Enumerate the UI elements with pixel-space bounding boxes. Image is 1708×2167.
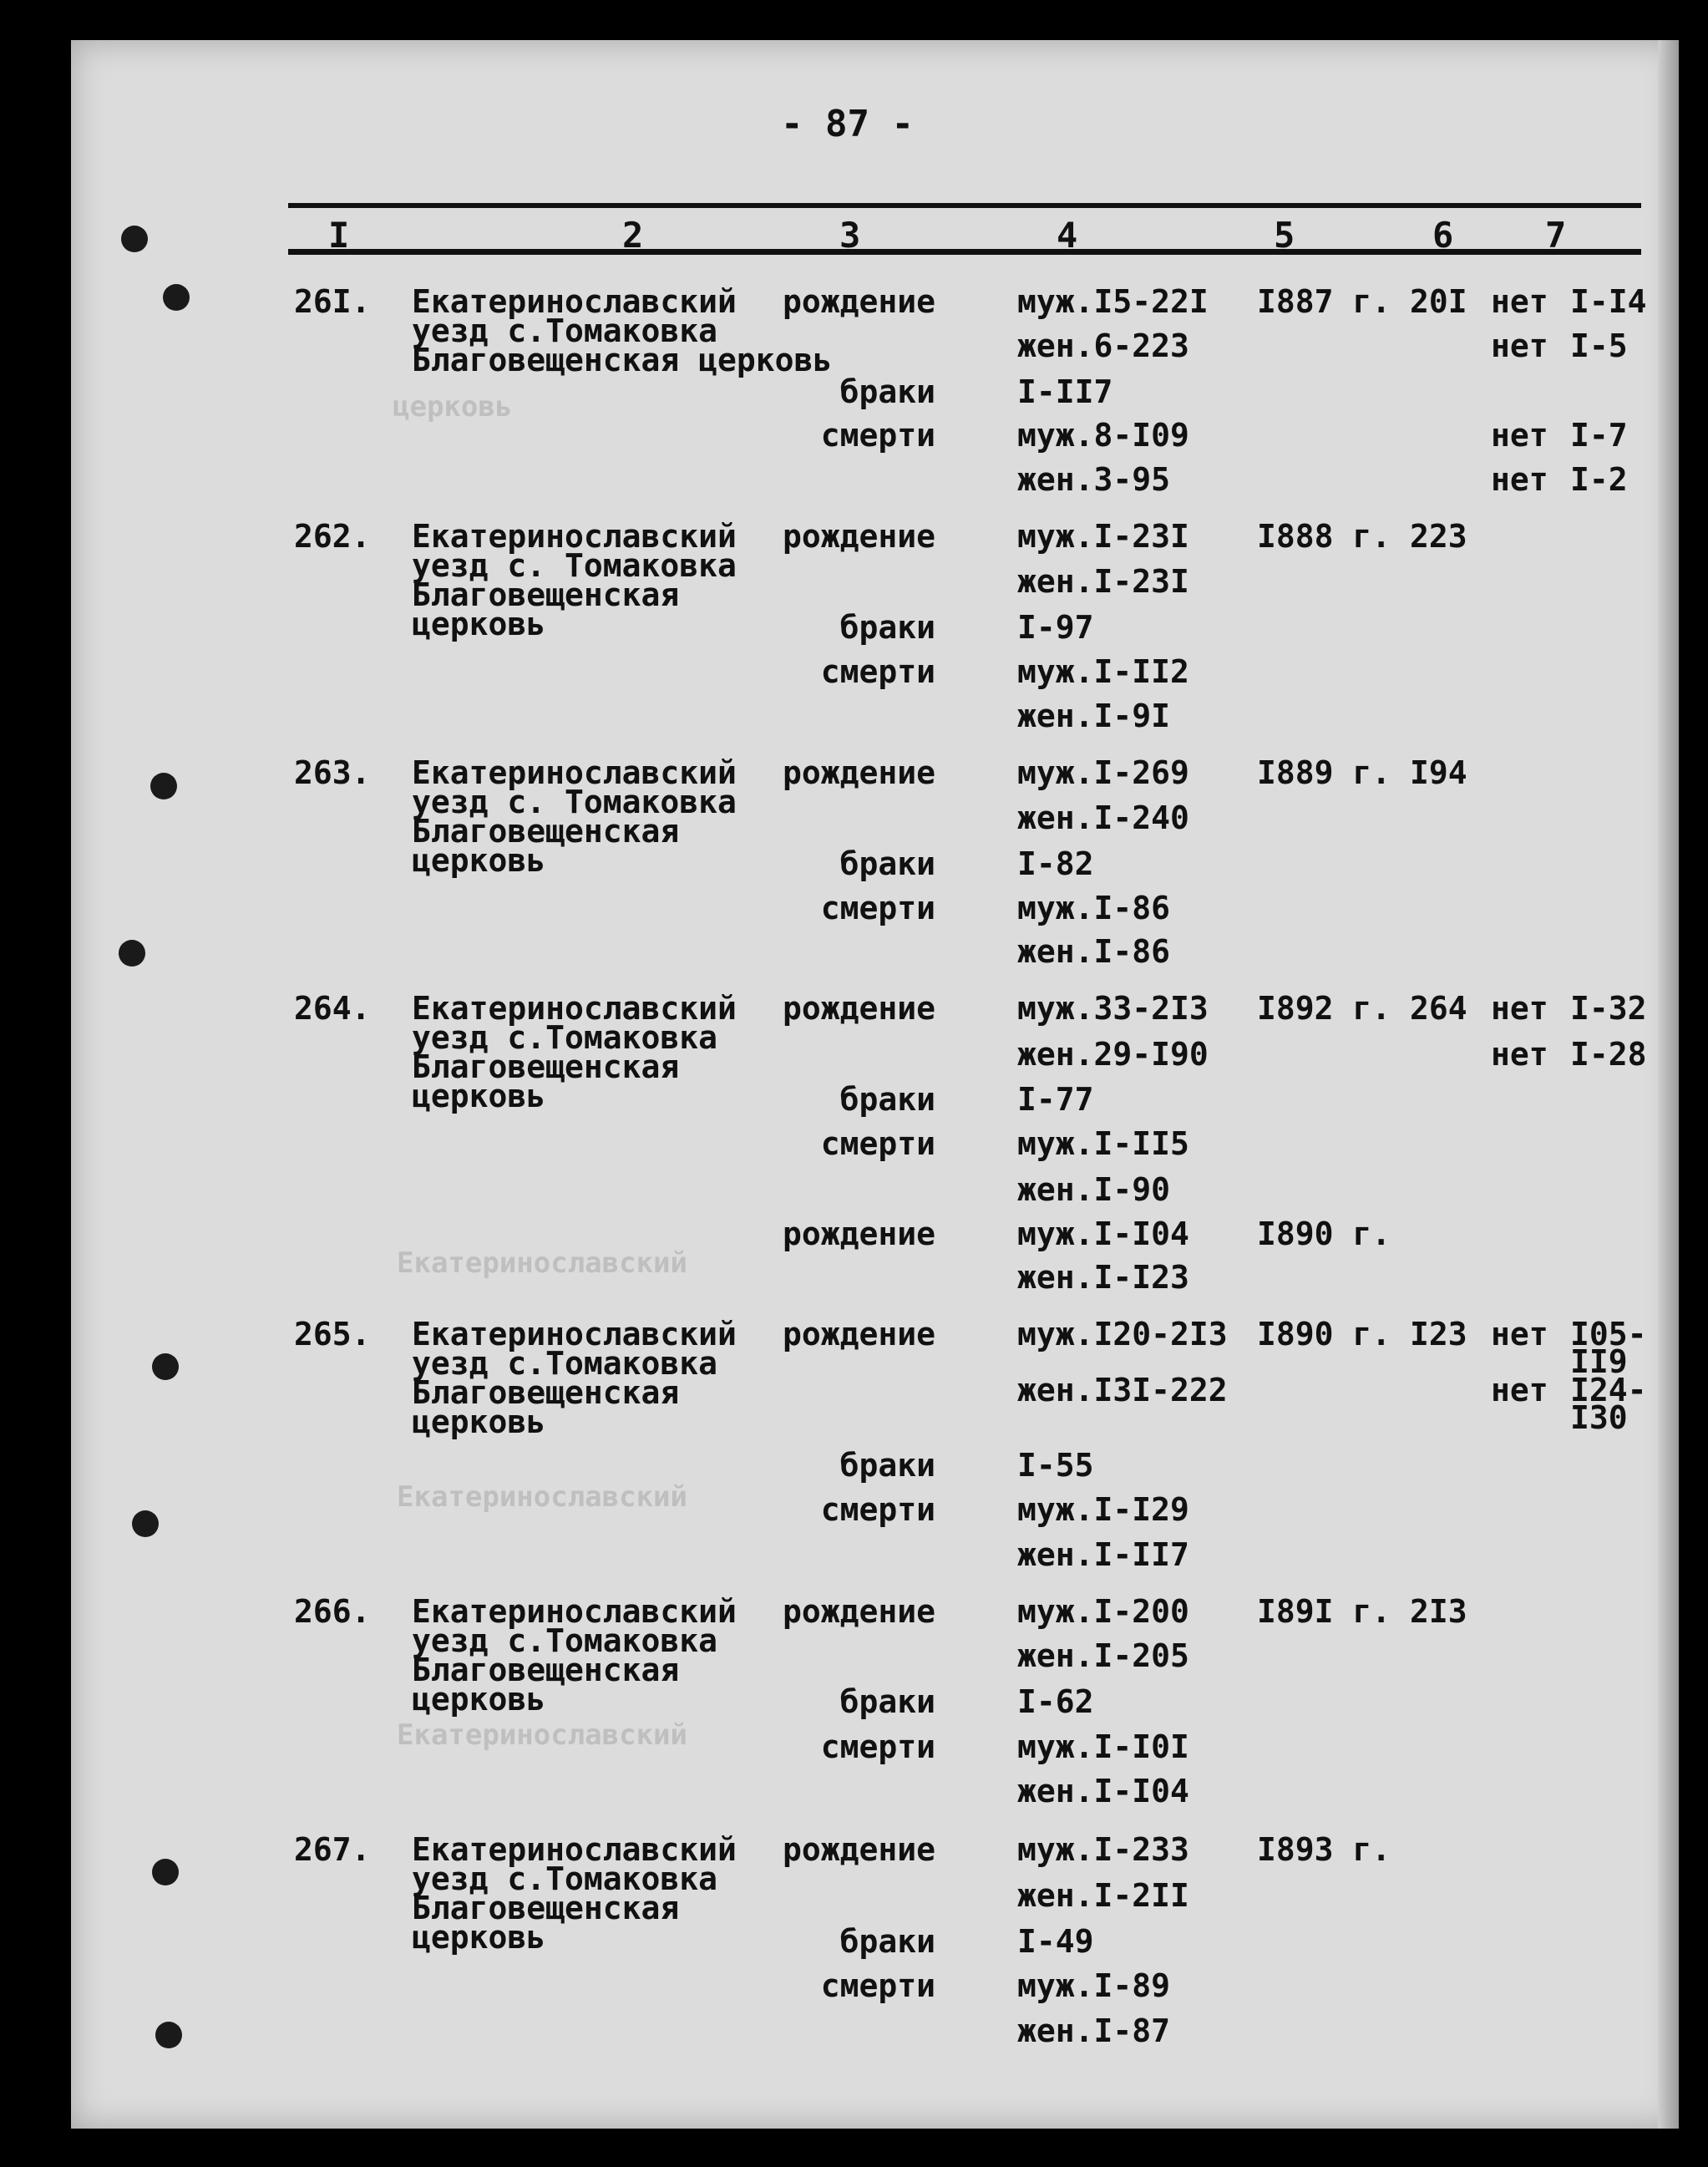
record-value: муж.I-II2 (1017, 653, 1189, 690)
record-type: смерти (820, 1491, 935, 1528)
record-place-line: уезд с. Томаковка (412, 547, 737, 584)
record-year: I890 г. (1257, 1316, 1391, 1352)
page-number: - 87 - (781, 103, 914, 145)
record-number: 263. (294, 754, 371, 791)
record-type: рождение (782, 283, 935, 320)
record-value: муж.I-I0I (1017, 1728, 1189, 1765)
binder-hole (132, 1510, 159, 1537)
record-status: нет (1491, 461, 1548, 498)
record-value: жен.I-2II (1017, 1877, 1189, 1914)
record-value: жен.3-95 (1017, 461, 1171, 498)
record-range-cont: I30 (1570, 1399, 1628, 1436)
record-range: I-32 (1570, 990, 1647, 1027)
record-range: I-28 (1570, 1036, 1647, 1073)
record-value: муж.I-I04 (1017, 1215, 1189, 1252)
record-number: 262. (294, 518, 371, 555)
record-place-line: уезд с. Томаковка (412, 784, 737, 820)
record-value: муж.I-II5 (1017, 1125, 1189, 1162)
record-value: жен.I-I23 (1017, 1259, 1189, 1296)
record-value: жен.6-223 (1017, 327, 1189, 364)
record-value: I-77 (1017, 1081, 1094, 1118)
record-value: I-97 (1017, 609, 1094, 646)
record-count: 223 (1410, 518, 1467, 555)
record-number: 26I. (294, 283, 371, 320)
record-value: I-55 (1017, 1447, 1094, 1484)
record-value: муж.I5-22I (1017, 283, 1209, 320)
record-count: I94 (1410, 754, 1467, 791)
record-year: I893 г. (1257, 1831, 1391, 1868)
record-value: муж.I-86 (1017, 890, 1171, 926)
record-value: жен.I-205 (1017, 1637, 1189, 1674)
record-value: муж.I-I29 (1017, 1491, 1189, 1528)
bleed-through-text: церковь (393, 390, 513, 424)
record-number: 267. (294, 1831, 371, 1868)
record-place-line: Благовещенская (412, 1374, 680, 1411)
record-place-line: Екатеринославский (412, 1593, 737, 1630)
record-place-line: Благовещенская (412, 1652, 680, 1688)
record-type: смерти (820, 1728, 935, 1765)
record-type: браки (839, 1683, 935, 1720)
record-place-line: Екатеринославский (412, 754, 737, 791)
record-range: I05- (1570, 1316, 1647, 1352)
record-place-line: уезд с.Томаковка (412, 1019, 718, 1056)
record-value: жен.I-87 (1017, 2012, 1171, 2049)
record-value: жен.I-23I (1017, 563, 1189, 600)
col-header-6: 6 (1432, 215, 1454, 256)
record-type: рождение (782, 990, 935, 1027)
record-number: 266. (294, 1593, 371, 1630)
record-place-line: церковь (412, 1681, 546, 1718)
record-status: нет (1491, 327, 1548, 364)
record-status: нет (1491, 990, 1548, 1027)
record-place-line: Екатеринославский (412, 518, 737, 555)
record-place-line: уезд с.Томаковка (412, 1860, 718, 1897)
binder-hole (163, 284, 190, 311)
record-year: I89I г. (1257, 1593, 1391, 1630)
record-type: смерти (820, 890, 935, 926)
record-value: муж.I-89 (1017, 1967, 1171, 2004)
record-value: жен.I-90 (1017, 1171, 1171, 1208)
record-type: смерти (820, 417, 935, 454)
record-value: муж.33-2I3 (1017, 990, 1209, 1027)
record-status: нет (1491, 283, 1548, 320)
record-type: браки (839, 845, 935, 882)
record-place-line: церковь (412, 1403, 546, 1440)
record-place-line: церковь (412, 842, 546, 879)
binder-hole (150, 773, 177, 799)
record-type: браки (839, 1923, 935, 1960)
record-type: рождение (782, 1831, 935, 1868)
record-place-line: уезд с.Томаковка (412, 312, 718, 349)
col-header-4: 4 (1057, 215, 1078, 256)
binder-hole (119, 940, 145, 967)
record-number: 265. (294, 1316, 371, 1352)
record-type: браки (839, 609, 935, 646)
record-place-line: церковь (412, 1078, 546, 1114)
record-type: рождение (782, 754, 935, 791)
col-header-2: 2 (622, 215, 644, 256)
binder-hole (152, 1859, 179, 1885)
record-range-cont: II9 (1570, 1343, 1628, 1380)
record-value: жен.I-I04 (1017, 1773, 1189, 1809)
bleed-through-text: Екатеринославский (397, 1718, 687, 1752)
record-value: I-62 (1017, 1683, 1094, 1720)
col-header-5: 5 (1274, 215, 1295, 256)
record-type: рождение (782, 518, 935, 555)
record-type: браки (839, 1081, 935, 1118)
record-value: муж.I-23I (1017, 518, 1189, 555)
bleed-through-text: Екатеринославский (397, 1246, 687, 1280)
record-value: муж.8-I09 (1017, 417, 1189, 454)
record-place-line: церковь (412, 1919, 546, 1956)
record-value: жен.I-240 (1017, 799, 1189, 836)
record-value: жен.I-86 (1017, 933, 1171, 970)
record-value: I-49 (1017, 1923, 1094, 1960)
record-type: рождение (782, 1593, 935, 1630)
record-value: жен.I-II7 (1017, 1536, 1189, 1573)
col-header-7: 7 (1545, 215, 1567, 256)
binder-hole (152, 1353, 179, 1380)
record-range: I-5 (1570, 327, 1628, 364)
record-count: 264 (1410, 990, 1467, 1027)
record-value: I-82 (1017, 845, 1094, 882)
record-value: муж.I-233 (1017, 1831, 1189, 1868)
record-status: нет (1491, 417, 1548, 454)
record-year: I890 г. (1257, 1215, 1391, 1252)
record-place-line: Благовещенская (412, 576, 680, 613)
record-value: жен.29-I90 (1017, 1036, 1209, 1073)
record-value: муж.I20-2I3 (1017, 1316, 1228, 1352)
record-place-line: Екатеринославский (412, 283, 737, 320)
record-type: рождение (782, 1215, 935, 1252)
binder-hole (121, 226, 148, 252)
record-place-line: Благовещенская (412, 1048, 680, 1085)
record-place-line: Благовещенская (412, 813, 680, 850)
record-year: I888 г. (1257, 518, 1391, 555)
record-place-line: уезд с.Томаковка (412, 1622, 718, 1659)
record-range: I-I4 (1570, 283, 1647, 320)
record-year: I887 г. (1257, 283, 1391, 320)
bleed-through-text: Екатеринославский (397, 1480, 687, 1514)
record-number: 264. (294, 990, 371, 1027)
record-type: браки (839, 373, 935, 410)
col-header-1: I (328, 215, 350, 256)
record-place-line: Екатеринославский (412, 1316, 737, 1352)
record-value: муж.I-200 (1017, 1593, 1189, 1630)
record-range: I-2 (1570, 461, 1628, 498)
record-status: нет (1491, 1372, 1548, 1408)
record-type: браки (839, 1447, 935, 1484)
record-status: нет (1491, 1316, 1548, 1352)
col-header-3: 3 (839, 215, 861, 256)
record-status: нет (1491, 1036, 1548, 1073)
record-place-line: Екатеринославский (412, 1831, 737, 1868)
record-year: I892 г. (1257, 990, 1391, 1027)
record-place-line: Екатеринославский (412, 990, 737, 1027)
record-count: 20I (1410, 283, 1467, 320)
record-count: 2I3 (1410, 1593, 1467, 1630)
record-place-line: Благовещенская церковь (412, 342, 833, 378)
record-type: смерти (820, 653, 935, 690)
record-range: I-7 (1570, 417, 1628, 454)
record-type: смерти (820, 1125, 935, 1162)
record-value: муж.I-269 (1017, 754, 1189, 791)
record-count: I23 (1410, 1316, 1467, 1352)
record-year: I889 г. (1257, 754, 1391, 791)
record-range: I24- (1570, 1372, 1647, 1408)
record-type: рождение (782, 1316, 935, 1352)
record-value: жен.I3I-222 (1017, 1372, 1228, 1408)
record-value: I-II7 (1017, 373, 1113, 410)
record-value: жен.I-9I (1017, 698, 1171, 734)
record-place-line: Благовещенская (412, 1890, 680, 1926)
binder-hole (155, 2022, 182, 2048)
record-type: смерти (820, 1967, 935, 2004)
record-place-line: церковь (412, 606, 546, 642)
record-place-line: уезд с.Томаковка (412, 1345, 718, 1382)
table-rule-top (288, 203, 1641, 208)
